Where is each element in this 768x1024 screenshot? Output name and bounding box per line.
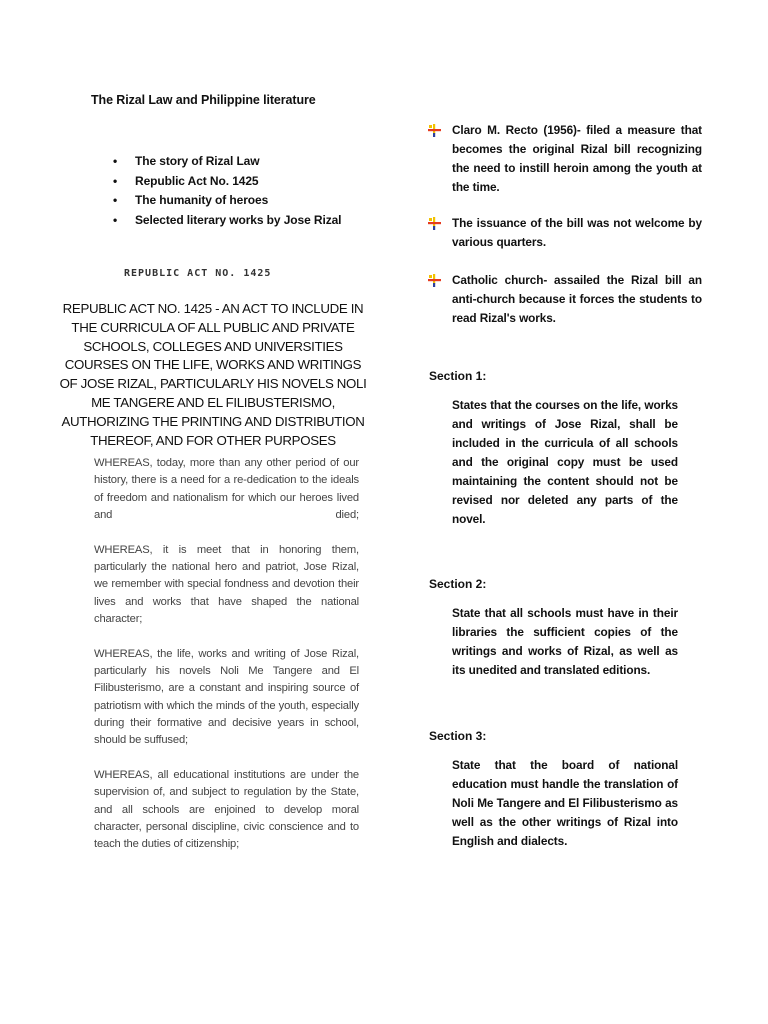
section-3-body: State that the board of national education must handle the translation of Noli Me Tangere and El Filibusterismo as well as the other writings of Rizal into English and dialects. <box>452 758 678 848</box>
bullet-item <box>428 121 702 197</box>
document-title: The Rizal Law and Philippine literature <box>91 93 316 107</box>
bullet-item <box>428 214 702 252</box>
topic-item: • The story of Rizal Law <box>110 152 341 172</box>
whereas-clauses <box>94 455 359 871</box>
republic-act-heading: REPUBLIC ACT NO. 1425 - AN ACT TO INCLUDE IN THE CURRICULA OF ALL PUBLIC AND PRIVATE SCHOOLS, COLLEGES AND UNIVERSITIES COURSES ON THE LIFE, WORKS AND WRITINGS OF JOSE RIZAL, PARTICULARLY HIS NOVELS NOLI ME TANGERE AND EL FILIBUSTERISMO, AUTHORIZING THE PRINTING AND DISTRIBUTION THEREOF, AND FOR OTHER PURPOSES <box>59 301 367 448</box>
whereas-clause: WHEREAS, today, more than any other period of our history, there is a need for a re-dedication to the ideals of freedom and nationalism for which our heroes lived and died; <box>94 457 359 521</box>
whereas-clause: WHEREAS, the life, works and writing of Jose Rizal, particularly his novels Noli Me Tangere and El Filibusterismo, are a constant and inspiring source of patriotism with which the minds of the youth, especially during their formative and decisive years in school, should be suffused; <box>94 647 359 747</box>
flag-bullet-icon <box>428 274 441 287</box>
topic-item: • Republic Act No. 1425 <box>110 172 341 192</box>
section-2-body: State that all schools must have in their libraries the sufficient copies of the writings and works of Rizal, as well as its unedited and translated editions. <box>452 606 678 677</box>
republic-act-label: REPUBLIC ACT NO. 1425 <box>124 268 272 279</box>
bullet-item <box>428 271 702 328</box>
topic-item: • Selected literary works by Jose Rizal <box>110 211 341 231</box>
flag-bullet-icon <box>428 217 441 230</box>
section-1-label: Section 1: <box>429 369 487 383</box>
bullet-text: The issuance of the bill was not welcome by various quarters. <box>452 216 702 249</box>
section-3-label: Section 3: <box>429 729 487 743</box>
topic-list <box>110 152 341 230</box>
section-2-label: Section 2: <box>429 577 487 591</box>
section-1-body: States that the courses on the life, works and writings of Jose Rizal, shall be included in the curricula of all schools and the original copy must be used maintaining the content should not be revised nor deleted any parts of the novel. <box>452 398 678 526</box>
whereas-clause: WHEREAS, all educational institutions are under the supervision of, and subject to regulation by the State, and all schools are enjoined to develop moral character, personal discipline, civic conscience and to teach the duties of citizenship; <box>94 768 359 851</box>
bullet-text: Catholic church- assailed the Rizal bill an anti-church because it forces the students to read Rizal's works. <box>452 273 702 325</box>
bullet-text: Claro M. Recto (1956)- filed a measure that becomes the original Rizal bill recognizing the need to instill heroin among the youth at the time. <box>452 123 702 194</box>
flag-bullet-icon <box>428 124 441 137</box>
topic-item: • The humanity of heroes <box>110 191 341 211</box>
whereas-clause: WHEREAS, it is meet that in honoring them, particularly the national hero and patriot, Jose Rizal, we remember with special fondness and devotion their lives and works that have shaped the national character; <box>94 543 359 625</box>
